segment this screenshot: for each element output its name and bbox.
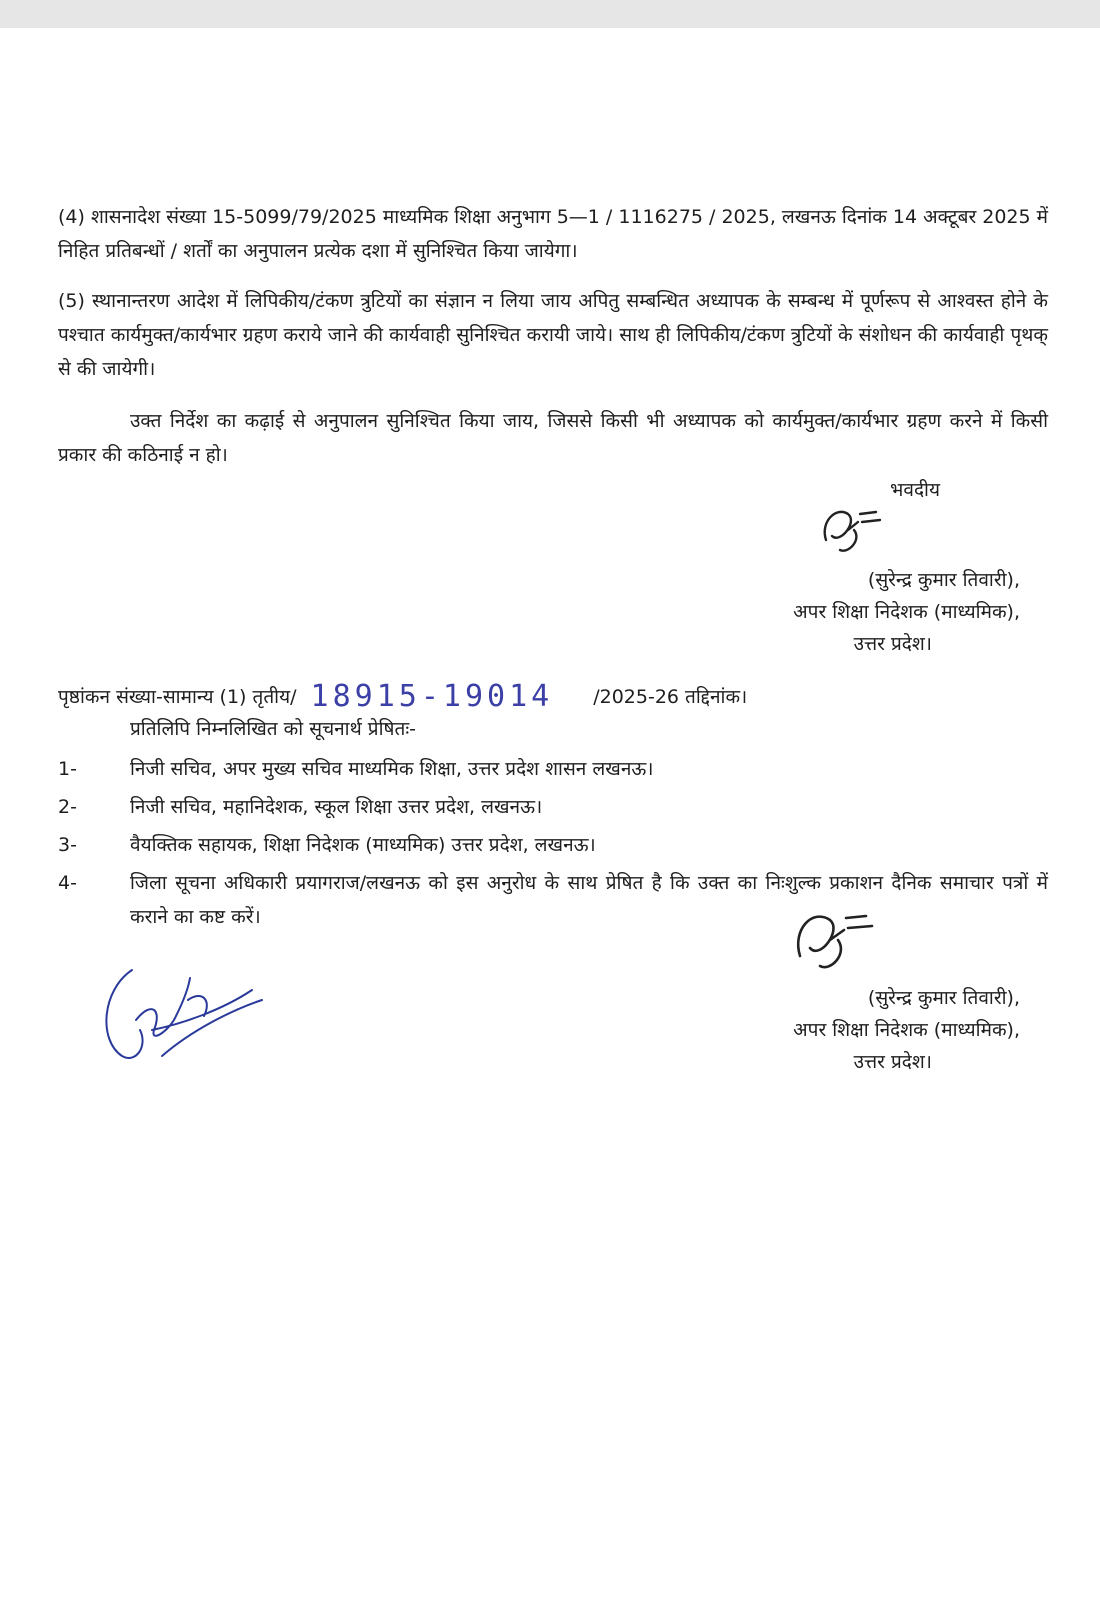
- list-text: निजी सचिव, अपर मुख्य सचिव माध्यमिक शिक्षा, उत्तर प्रदेश शासन लखनऊ।: [130, 758, 654, 780]
- list-text: वैयक्तिक सहायक, शिक्षा निदेशक (माध्यमिक) उत्तर प्रदेश, लखनऊ।: [130, 834, 596, 856]
- handwritten-number: 18915-19014: [310, 679, 554, 714]
- salutation: भवदीय: [890, 479, 940, 501]
- officer-name: (सुरेन्द्र कुमार तिवारी),: [867, 569, 1020, 591]
- signature-block-2: [793, 982, 1020, 1078]
- endorsement-line: [58, 680, 747, 714]
- endorsement-prefix: पृष्ठांकन संख्या-सामान्य (1) तृतीय/: [58, 686, 297, 708]
- officer-name: (सुरेन्द्र कुमार तिवारी),: [867, 987, 1020, 1009]
- list-number: 2-: [58, 796, 77, 818]
- officer-signature-2: [790, 900, 890, 980]
- list-number: 1-: [58, 758, 77, 780]
- list-number: 4-: [58, 872, 77, 894]
- officer-state: उत्तर प्रदेश।: [853, 633, 932, 655]
- officer-state: उत्तर प्रदेश।: [853, 1051, 932, 1073]
- copy-heading: प्रतिलिपि निम्नलिखित को सूचनार्थ प्रेषितः-: [130, 718, 417, 740]
- list-item: [58, 866, 1048, 934]
- paragraph-instruction: उक्त निर्देश का कढ़ाई से अनुपालन सुनिश्चित किया जाय, जिससे किसी भी अध्यापक को कार्यमुक्त/कार्यभार ग्रहण करने में किसी प्रकार की कठिनाई न हो।: [58, 410, 1048, 466]
- paragraph-5: (5) स्थानान्तरण आदेश में लिपिकीय/टंकण त्रुटियों का संज्ञान न लिया जाय अपितु सम्बन्धित अध्यापक के सम्बन्ध में पूर्णरूप से आश्वस्त होने के पश्चात कार्यमुक्त/कार्यभार ग्रहण कराये जाने की कार्यवाही सुनिश्चित करायी जाये। साथ ही लिपिकीय/टंकण त्रुटियों के संशोधन की कार्यवाही पृथक् से की जायेगी।: [58, 290, 1048, 380]
- list-text: निजी सचिव, महानिदेशक, स्कूल शिक्षा उत्तर प्रदेश, लखनऊ।: [130, 796, 543, 818]
- officer-designation: अपर शिक्षा निदेशक (माध्यमिक),: [793, 1019, 1020, 1041]
- list-number: 3-: [58, 834, 77, 856]
- list-item: [58, 790, 1048, 824]
- top-gray-bar: [0, 0, 1100, 28]
- endorsement-suffix: /2025-26 तद्दिनांक।: [593, 686, 748, 708]
- list-item: [58, 752, 1048, 786]
- list-text: जिला सूचना अधिकारी प्रयागराज/लखनऊ को इस अनुरोध के साथ प्रेषित है कि उक्त का निःशुल्क प्रकाशन दैनिक समाचार पत्रों में कराने का कष्ट करें।: [130, 872, 1048, 928]
- list-item: [58, 828, 1048, 862]
- handwritten-initials: [92, 960, 272, 1070]
- paragraph-4: (4) शासनादेश संख्या 15-5099/79/2025 माध्यमिक शिक्षा अनुभाग 5—1 / 1116275 / 2025, लखनऊ दिनांक 14 अक्टूबर 2025 में निहित प्रतिबन्धों / शर्तों का अनुपालन प्रत्येक दशा में सुनिश्चित किया जायेगा।: [58, 206, 1049, 262]
- signature-block-1: [793, 474, 1020, 660]
- officer-designation: अपर शिक्षा निदेशक (माध्यमिक),: [793, 601, 1020, 623]
